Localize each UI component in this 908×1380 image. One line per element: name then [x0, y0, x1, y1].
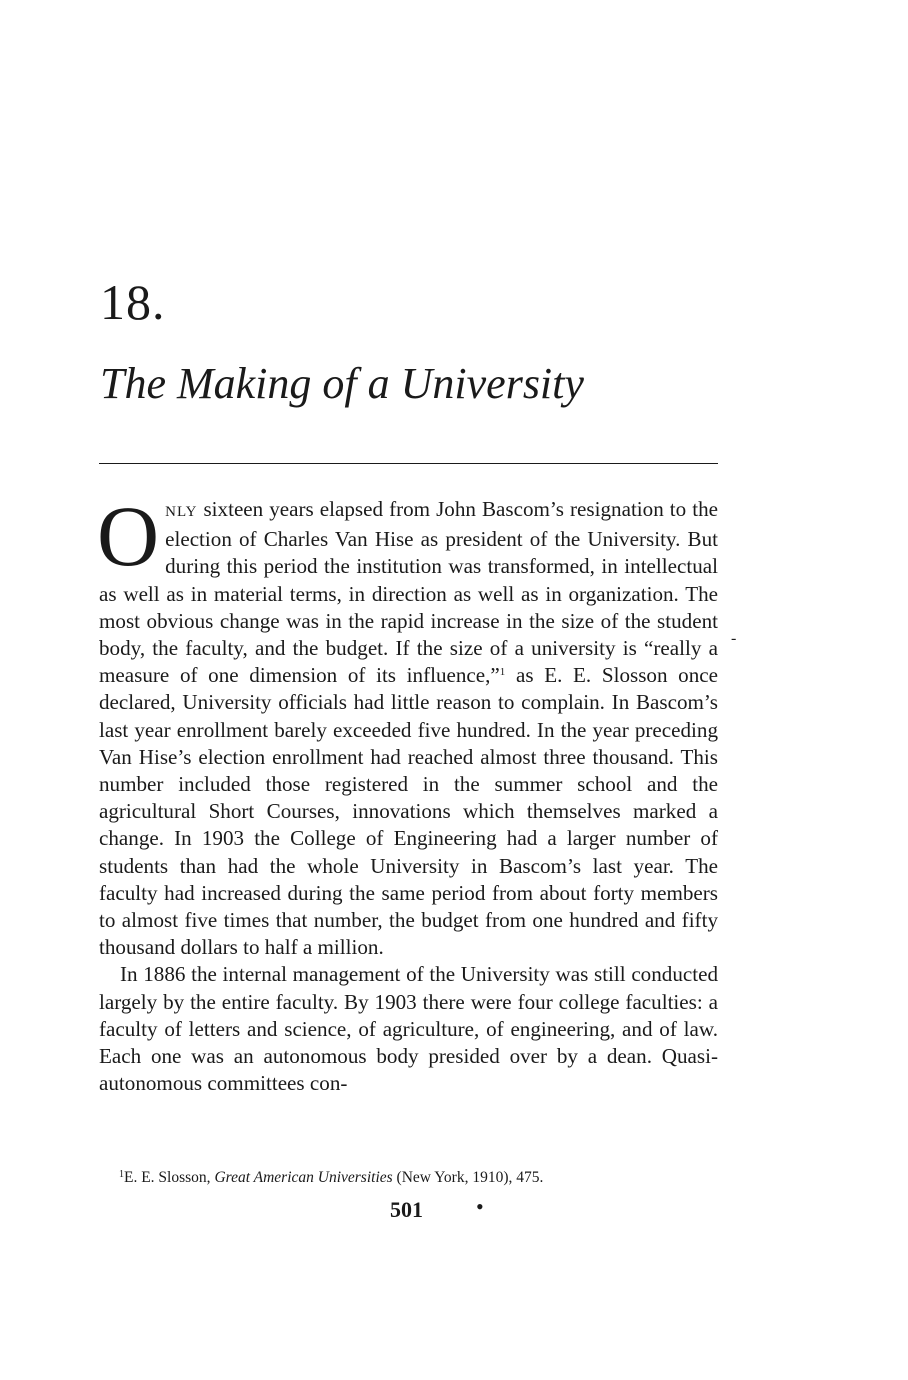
drop-cap: O — [97, 488, 160, 584]
paragraph-1-text-a: sixteen years elapsed from John Bascom’s resignation to the election of Charles Van Hise as president of the University. But during this period the institution was transformed, in intellectual as well as in material terms, in direction as well as in organization. The most obvious change was in the rapid increase in the size of the student body, the faculty, and the budget. If the size of a university is “really a measure of one dimension of its influence,” — [99, 497, 718, 688]
body-text — [97, 488, 718, 1097]
title-rule — [99, 463, 718, 464]
paragraph-2: In 1886 the internal management of the University was still conducted largely by the entire faculty. By 1903 there were four college faculties: a faculty of letters and science, of agriculture, of engineering, and of law. Each one was an autonomous body presided over by a dean. Quasi-autonomous committees con- — [99, 962, 718, 1096]
margin-mark: - — [731, 630, 737, 647]
footnote-work: Great American Universities — [214, 1169, 393, 1186]
lead-small-caps: NLY — [165, 504, 198, 520]
paragraph-1-text-b: as E. E. Slosson once declared, University officials had little reason to complain. In Bascom’s last year enrollment barely exceeded five hundred. In the year preceding Van Hise’s election enrollment had reached almost three thousand. This number included those registered in the summer school and the agricultural Short Courses, innovations which themselves marked a change. In 1903 the College of Engineering had a larger number of students than had the whole University in Bascom’s last year. The faculty had increased during the same period from about forty members to almost five times that number, the budget from one hundred and fifty thousand dollars to half a million. — [99, 663, 718, 960]
footnote-author: E. E. Slosson, — [124, 1169, 215, 1186]
paragraph-1 — [97, 488, 718, 961]
footnote — [119, 1168, 719, 1188]
footnote-details: (New York, 1910), 475. — [392, 1169, 544, 1186]
chapter-title: The Making of a University — [100, 359, 584, 408]
chapter-number: 18. — [100, 274, 166, 330]
footnote-reference: 1 — [499, 666, 506, 679]
footnote-marker: 1 — [119, 1169, 124, 1180]
page-number: 501 — [390, 1197, 423, 1222]
folio-dot: • — [476, 1194, 484, 1219]
